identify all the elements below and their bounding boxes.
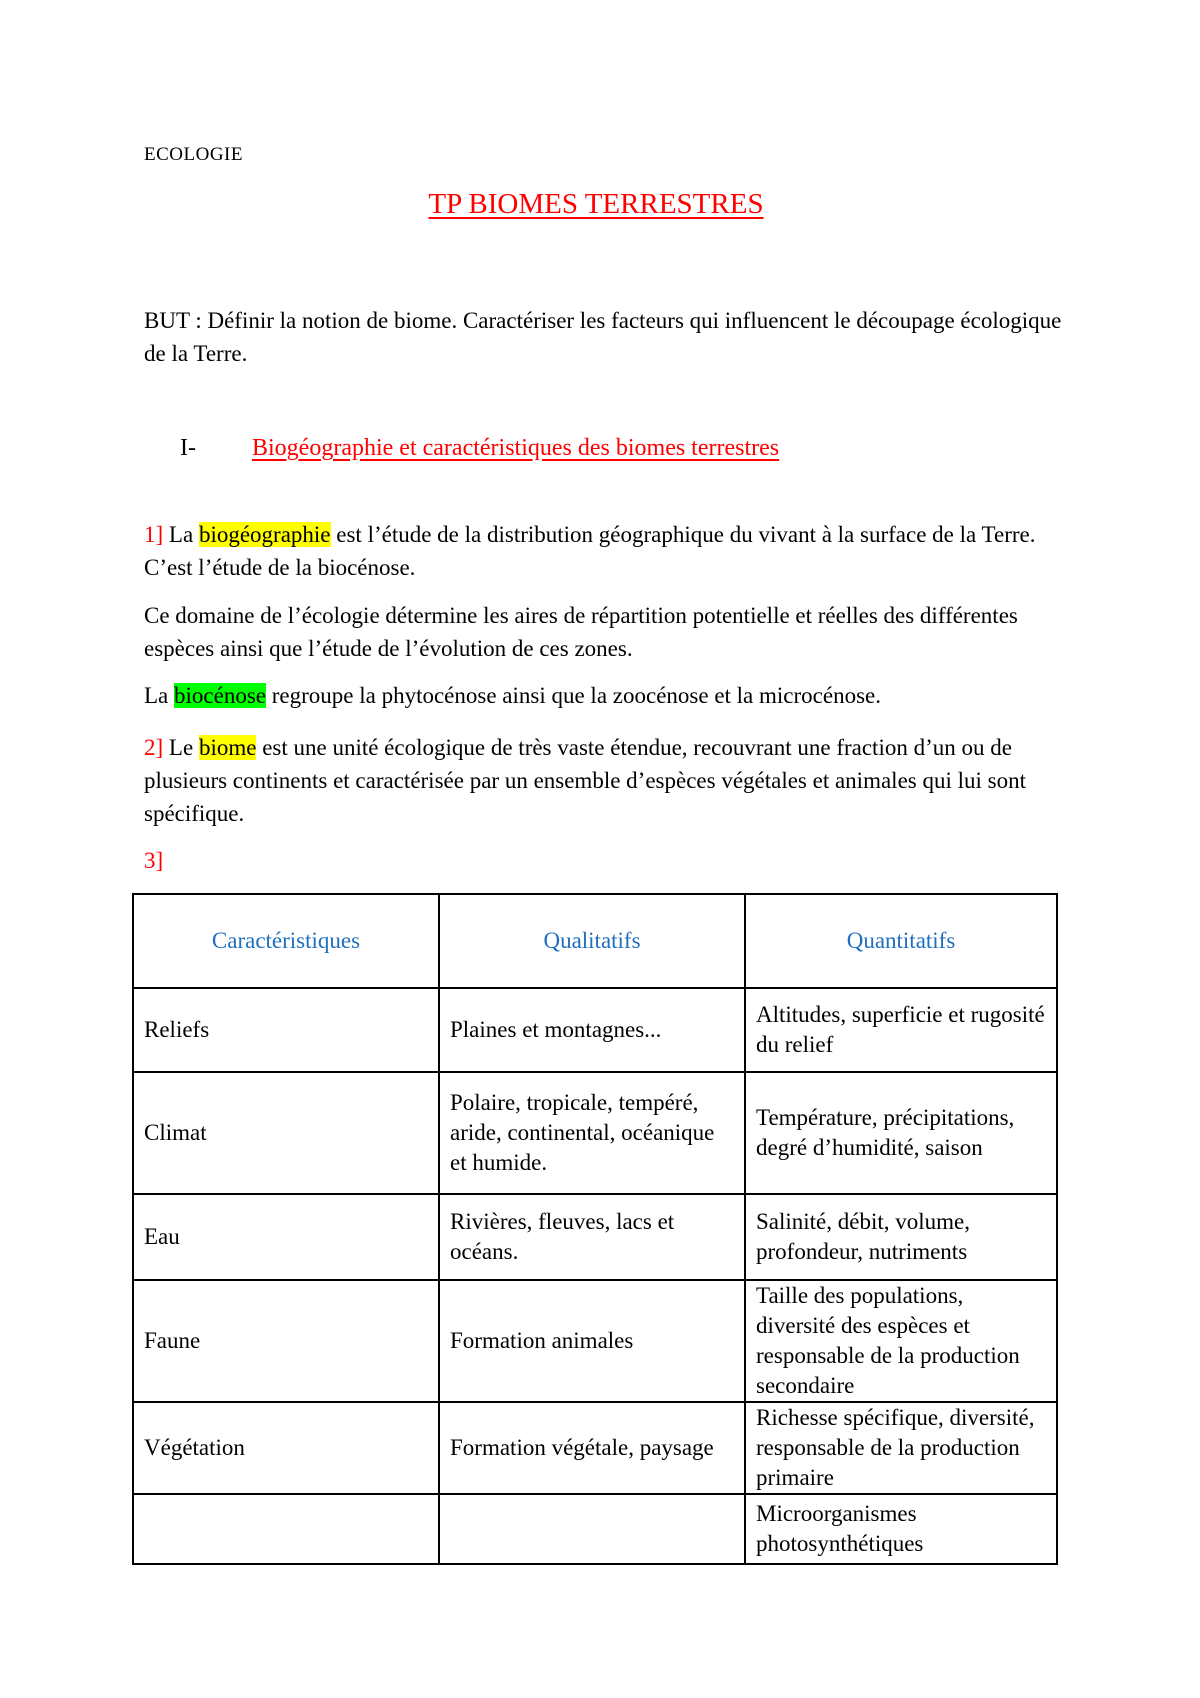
column-header: Qualitatifs xyxy=(439,894,745,988)
section-number: I- xyxy=(180,435,196,461)
table-cell: Rivières, fleuves, lacs et océans. xyxy=(439,1194,745,1280)
item-marker: 2] xyxy=(144,735,164,760)
table-row xyxy=(133,1194,1057,1280)
table-cell: Reliefs xyxy=(133,988,439,1072)
paragraph-biocenose: La biocénose regroupe la phytocénose ainsi que la zoocénose et la microcénose. xyxy=(144,683,881,708)
subject-label: ECOLOGIE xyxy=(144,144,243,165)
document-title xyxy=(0,188,1200,221)
table-cell: Salinité, débit, volume, profondeur, nutriments xyxy=(745,1194,1057,1280)
table-row xyxy=(133,1072,1057,1194)
table-cell: Eau xyxy=(133,1194,439,1280)
table-header-row xyxy=(133,894,1057,988)
table-row xyxy=(133,988,1057,1072)
table-cell xyxy=(439,1494,745,1564)
table-cell: Formation végétale, paysage xyxy=(439,1402,745,1494)
table-cell: Climat xyxy=(133,1072,439,1194)
goal-paragraph: BUT : Définir la notion de biome. Caractériser les facteurs qui influencent le découpage écologique de la Terre. xyxy=(144,308,1062,366)
table-cell: Taille des populations, diversité des espèces et responsable de la production secondaire xyxy=(745,1280,1057,1402)
paragraph-biome: 2] Le biome est une unité écologique de très vaste étendue, recouvrant une fraction d’un ou de plusieurs continents et caractérisée par un ensemble d’espèces végétales et animales qui lui sont spécifique. xyxy=(144,735,1026,826)
item-marker: 1] xyxy=(144,522,164,547)
table-cell: Végétation xyxy=(133,1402,439,1494)
table-cell xyxy=(133,1494,439,1564)
highlighted-term: biocénose xyxy=(174,683,266,708)
section-title: Biogéographie et caractéristiques des biomes terrestres xyxy=(252,435,780,461)
table-cell: Microorganismes photosynthétiques xyxy=(745,1494,1057,1564)
table-cell: Richesse spécifique, diversité, responsable de la production primaire xyxy=(745,1402,1057,1494)
table-row xyxy=(133,1402,1057,1494)
document-title-text: TP BIOMES TERRESTRES xyxy=(428,188,764,220)
highlighted-term: biogéographie xyxy=(198,522,331,547)
paragraph-domaine: Ce domaine de l’écologie détermine les aires de répartition potentielle et réelles des différentes espèces ainsi que l’étude de l’évolution de ces zones. xyxy=(144,603,1018,661)
paragraph-biogeographie: 1] La biogéographie est l’étude de la distribution géographique du vivant à la surface de la Terre. C’est l’étude de la biocénose. xyxy=(144,522,1036,580)
column-header: Quantitatifs xyxy=(745,894,1057,988)
highlighted-term: biome xyxy=(198,735,257,760)
section-heading xyxy=(180,435,779,462)
table-cell: Altitudes, superficie et rugosité du relief xyxy=(745,988,1057,1072)
table-row xyxy=(133,1280,1057,1402)
table-cell: Température, précipitations, degré d’humidité, saison xyxy=(745,1072,1057,1194)
table-cell: Plaines et montagnes... xyxy=(439,988,745,1072)
table-row xyxy=(133,1494,1057,1564)
paragraph-item-3 xyxy=(144,844,1064,877)
item-marker: 3] xyxy=(144,848,164,873)
table-cell: Formation animales xyxy=(439,1280,745,1402)
table-cell: Faune xyxy=(133,1280,439,1402)
table-cell: Polaire, tropicale, tempéré, aride, continental, océanique et humide. xyxy=(439,1072,745,1194)
column-header: Caractéristiques xyxy=(133,894,439,988)
characteristics-table xyxy=(132,893,1058,1565)
